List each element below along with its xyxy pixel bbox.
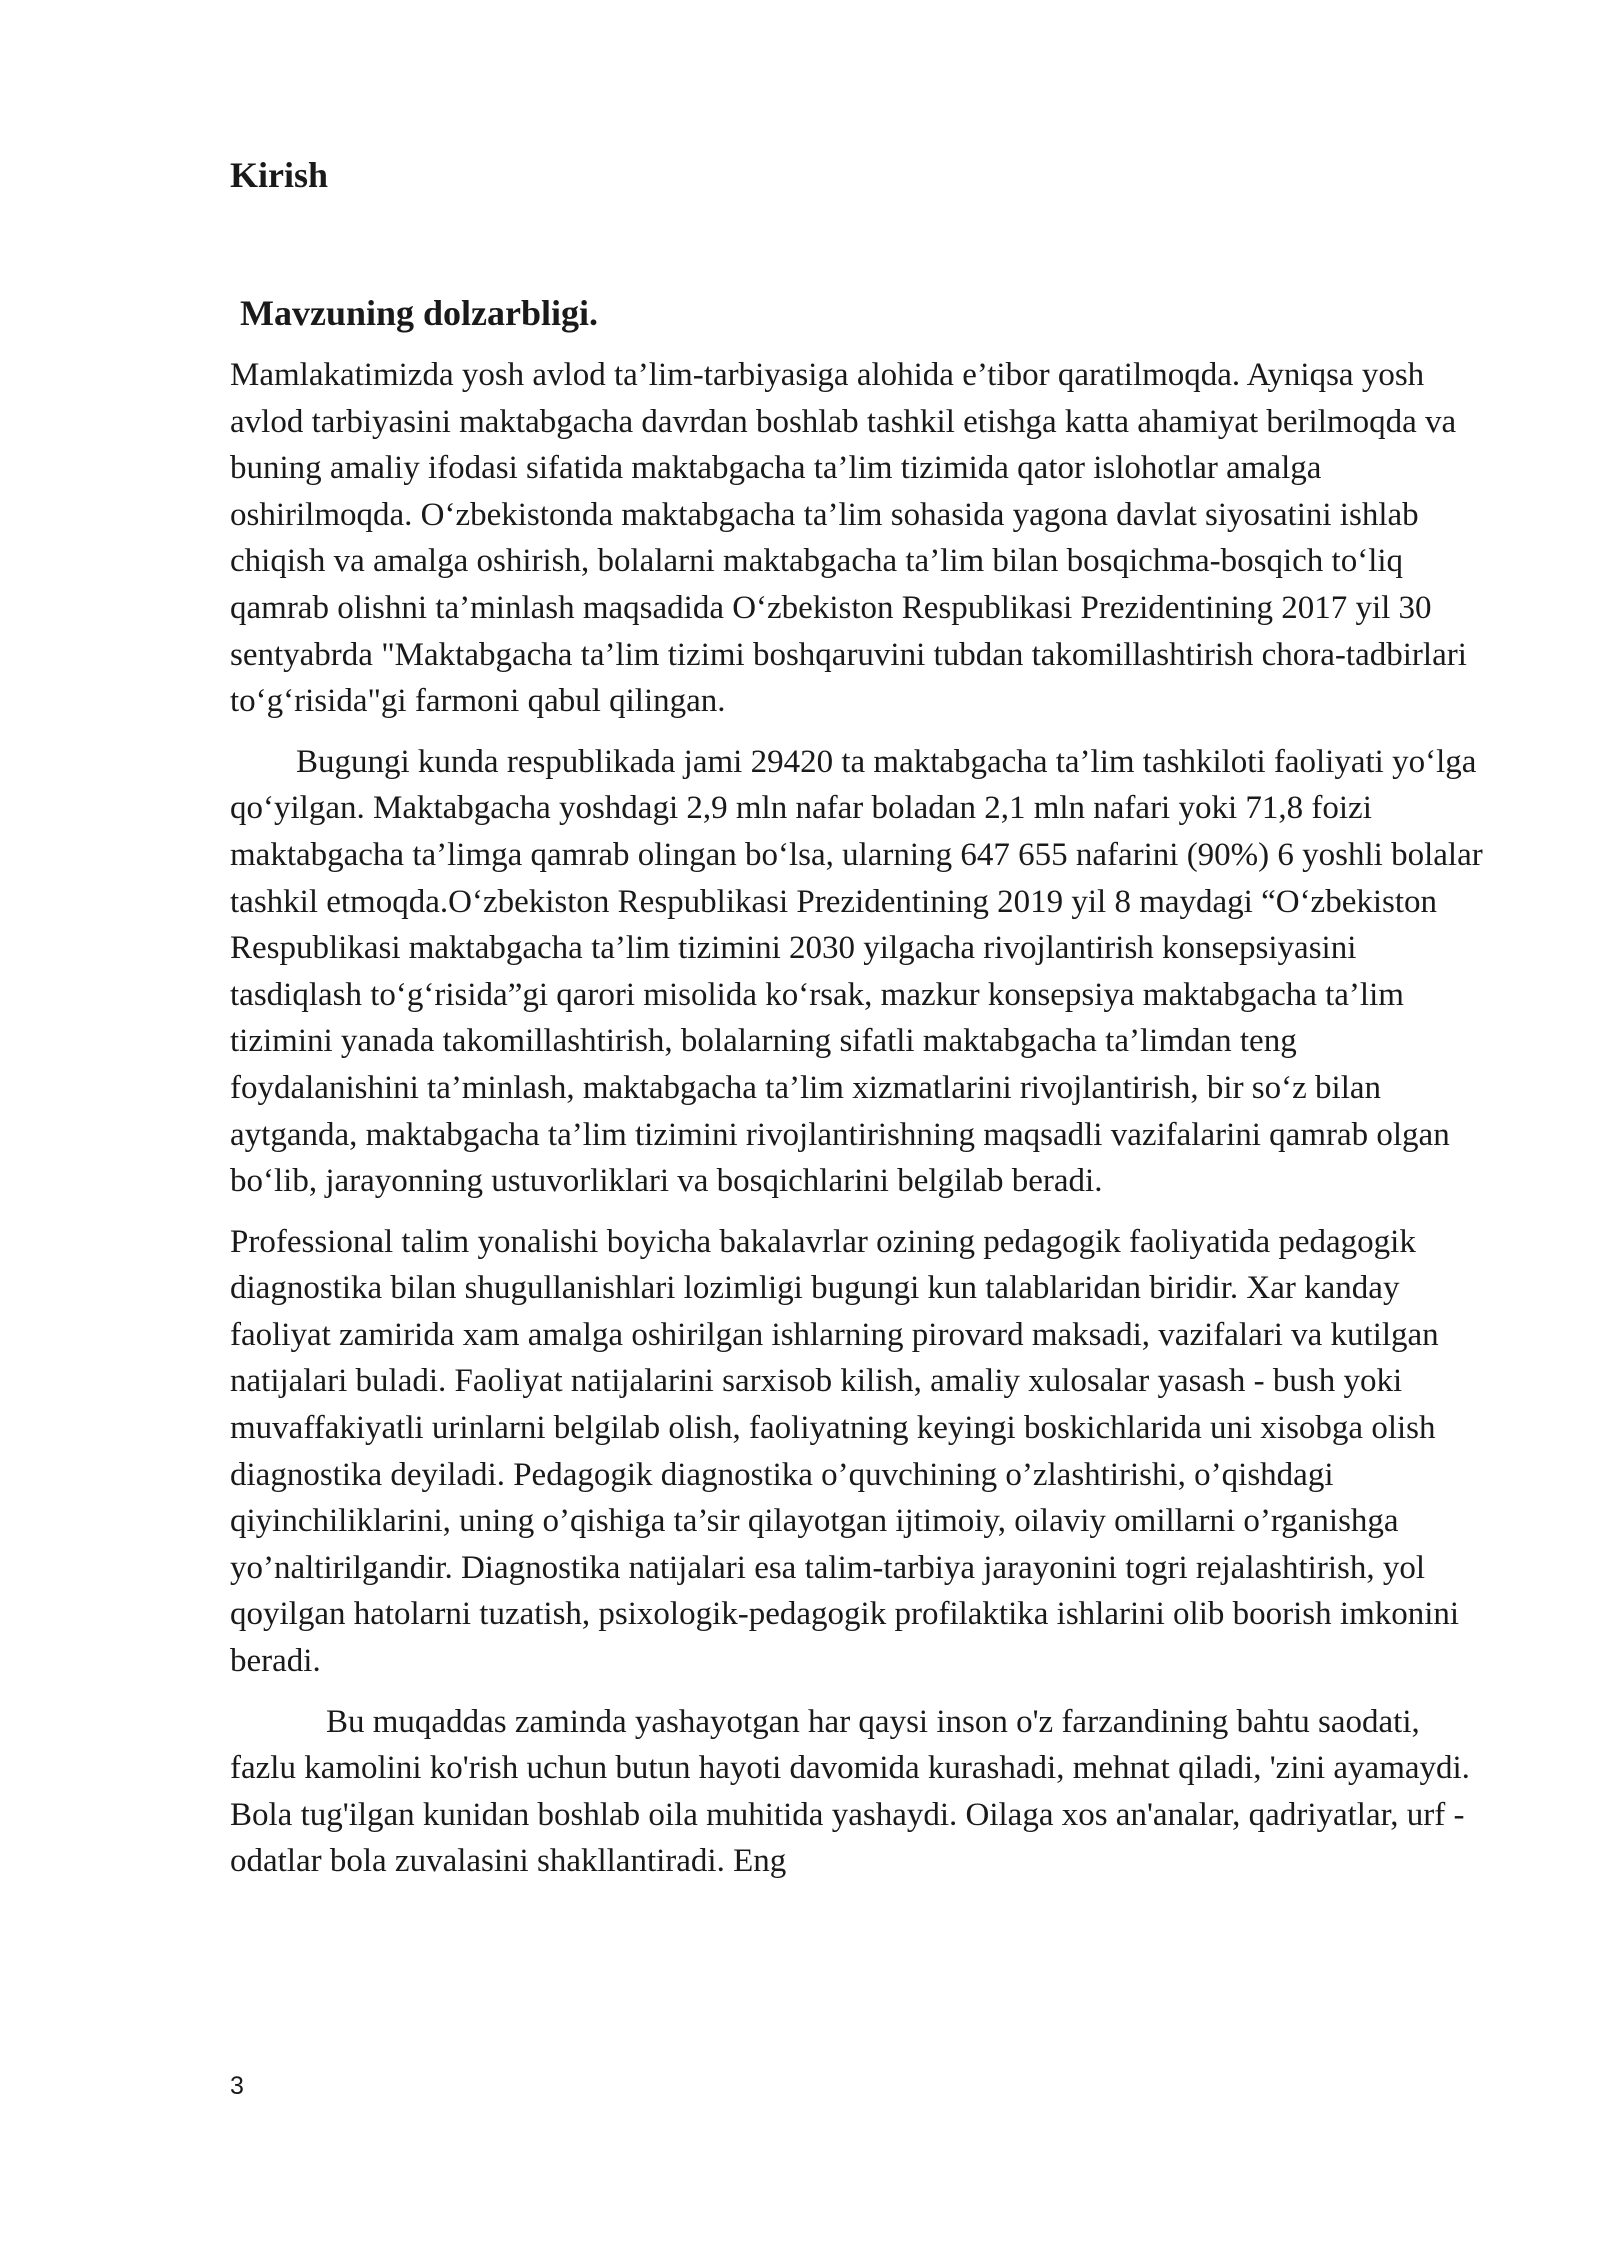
- section-heading: Mavzuning dolzarbligi.: [240, 293, 599, 333]
- paragraph-1: Mamlakatimizda yosh avlod ta’lim-tarbiyasiga alohida e’tibor qaratilmoqda. Ayniqsa yosh avlod tarbiyasini maktabgacha davrdan boshlab tashkil etishga katta ahamiyat berilmoqda va buning amaliy ifodasi sifatida maktabgacha ta’lim tizimida qator islohotlar amalga oshirilmoqda. O‘zbekistonda maktabgacha ta’lim sohasida yagona davlat siyosatini ishlab chiqish va amalga oshirish, bolalarni maktabgacha ta’lim bilan bosqichma-bosqich to‘liq qamrab olishni ta’minlash maqsadida O‘zbekiston Respublikasi Prezidentining 2017 yil 30 sentyabrda "Maktabgacha ta’lim tizimi boshqaruvini tubdan takomillashtirish chora-tadbirlari to‘g‘risida"gi farmoni qabul qilingan.: [230, 357, 1467, 720]
- document-body: [230, 152, 1490, 1899]
- paragraph-4: Bu muqaddas zaminda yashayotgan har qaysi inson o'z farzandining bahtu saodati, fazlu kamolini ko'rish uchun butun hayoti davomida kurashadi, mehnat qiladi, 'zini ayamaydi. Bola tug'ilgan kunidan boshlab oila muhitida yashaydi. Oilaga xos an'analar, qadriyatlar, urf - odatlar bola zuvalasini shakllantiradi. Eng: [230, 1703, 1470, 1880]
- paragraph-2: Bugungi kunda respublikada jami 29420 ta maktabgacha ta’lim tashkiloti faoliyati yo‘lga qo‘yilgan. Maktabgacha yoshdagi 2,9 mln nafar boladan 2,1 mln nafari yoki 71,8 foizi maktabgacha ta’limga qamrab olingan bo‘lsa, ularning 647 655 nafarini (90%) 6 yoshli bolalar tashkil etmoqda.O‘zbekiston Respublikasi Prezidentining 2019 yil 8 maydagi “O‘zbekiston Respublikasi maktabgacha ta’lim tizimini 2030 yilgacha rivojlantirish konsepsiyasini tasdiqlash to‘g‘risida”gi qarori misolida ko‘rsak, mazkur konsepsiya maktabgacha ta’lim tizimini yanada takomillashtirish, bolalarning sifatli maktabgacha ta’limdan teng foydalanishini ta’minlash, maktabgacha ta’lim xizmatlarini rivojlantirish, bir so‘z bilan aytganda, maktabgacha ta’lim tizimini rivojlantirishning maqsadli vazifalarini qamrab olgan bo‘lib, jarayonning ustuvorliklari va bosqichlarini belgilab beradi.: [230, 743, 1483, 1200]
- page-title: Kirish: [230, 155, 329, 195]
- page-number: 3: [230, 2072, 244, 2100]
- paragraph-3: Professional talim yonalishi boyicha bakalavrlar ozining pedagogik faoliyatida pedagogik diagnostika bilan shugullanishlari lozimligi bugungi kun talablaridan biridir. Xar kanday faoliyat zamirida xam amalga oshirilgan ishlarning pirovard maksadi, vazifalari va kutilgan natijalari buladi. Faoliyat natijalarini sarxisob kilish, amaliy xulosalar yasash - bush yoki muvaffakiyatli urinlarni belgilab olish, faoliyatning keyingi boskichlarida uni xisobga olish diagnostika deyiladi. Pedagogik diagnostika o’quvchining o’zlashtirishi, o’qishdagi qiyinchiliklarini, uning o’qishiga ta’sir qilayotgan ijtimoiy, oilaviy omillarni o’rganishga yo’naltirilgandir. Diagnostika natijalari esa talim-tarbiya jarayonini togri rejalashtirish, yol qoyilgan hatolarni tuzatish, psixologik-pedagogik profilaktika ishlarini olib boorish imkonini beradi.: [230, 1223, 1460, 1680]
